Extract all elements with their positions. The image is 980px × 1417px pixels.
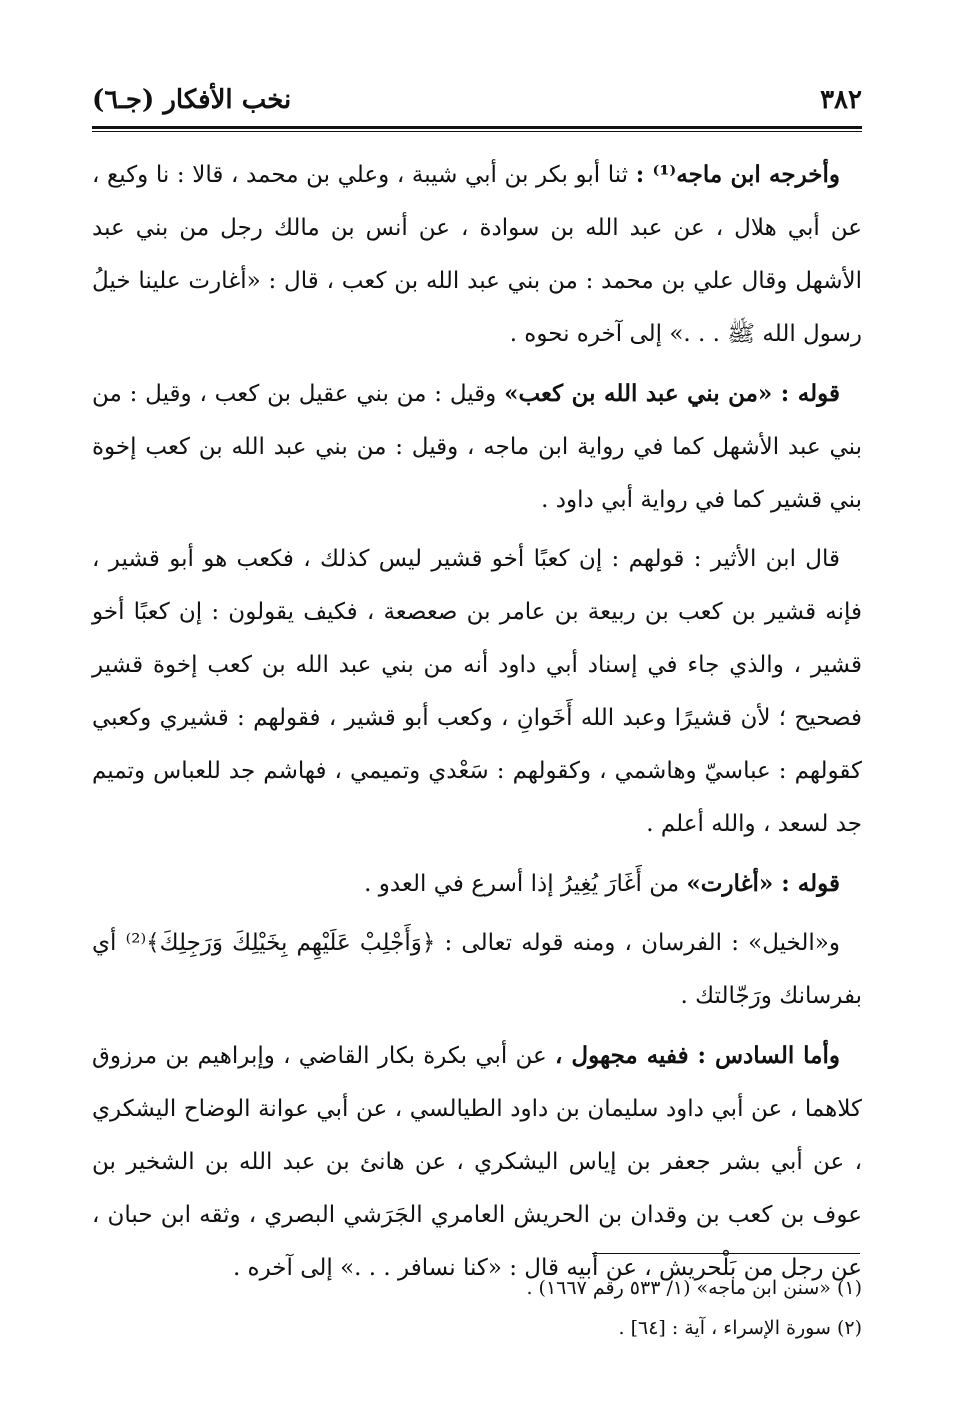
paragraph-text: ثنا أبو بكر بن أبي شيبة ، وعلي بن محمد ، قالا : نا وكيع ، عن أبي هلال ، عن عبد الله بن سوادة ، عن أنس بن مالك رجل من بني عبد الأشهل وقال علي بن محمد : من بني عبد الله بن كعب ، قال : «أغارت علينا خيلُ رسول الله ﷺ . . .» إلى آخره نحوه . bbox=[92, 162, 863, 347]
paragraph bbox=[92, 857, 862, 911]
paragraph bbox=[92, 148, 862, 361]
paragraph-lead: قوله : «أغارت» bbox=[686, 870, 840, 897]
page-header bbox=[92, 78, 862, 122]
paragraph-text: قال ابن الأثير : قولهم : إن كعبًا أخو قشير ليس كذلك ، فكعب هو أبو قشير ، فإنه قشير بن كعب بن ربيعة بن عامر بن صعصعة ، فكيف يقولون : إن كعبًا أخو قشير ، والذي جاء في إسناد أبي داود أنه من بني عبد الله بن كعب إخوة قشير فصحيح ؛ لأن قشيرًا وعبد الله أَخَوانِ ، وكعب أبو قشير ، فقولهم : قشيري وكعبي كقولهم : عباسيّ وهاشمي ، وكقولهم : سَعْدي وتميمي ، فهاشم جد للعباس وتميم جد لسعد ، والله أعلم . bbox=[92, 546, 862, 837]
paragraph-lead: وأخرجه ابن ماجه⁽¹⁾ : bbox=[635, 161, 841, 188]
paragraph bbox=[92, 1029, 862, 1295]
page-number: ٣٨٢ bbox=[820, 85, 862, 115]
paragraph-text: من أَغَارَ يُغِيرُ إذا أسرع في العدو . bbox=[364, 871, 687, 897]
paragraph-lead: قوله : «من بني عبد الله بن كعب» bbox=[504, 380, 840, 407]
footnote: (١) «سنن ابن ماجه» (١/ ٥٣٣ رقم ١٦٦٧) . bbox=[526, 1277, 862, 1299]
paragraph bbox=[92, 917, 862, 1023]
header-rule-thin bbox=[92, 131, 862, 132]
footnotes bbox=[92, 1268, 862, 1348]
paragraph-text: و«الخيل» : الفرسان ، ومنه قوله تعالى : ﴿وَأَجْلِبْ عَلَيْهِم بِخَيْلِكَ وَرَجِلِكَ﴾⁽²⁾ أي بفرسانك ورَجّالتك . bbox=[92, 930, 862, 1009]
paragraph bbox=[92, 367, 862, 527]
main-text bbox=[92, 148, 862, 1301]
running-title: نخب الأفكار (جـ٦) bbox=[92, 85, 292, 115]
footnote-rule bbox=[592, 1253, 860, 1254]
header-rule bbox=[92, 126, 862, 129]
paragraph-lead: وأما السادس : ففيه مجهول ، bbox=[555, 1042, 840, 1069]
paragraph-text: عن أبي بكرة بكار القاضي ، وإبراهيم بن مرزوق كلاهما ، عن أبي داود سليمان بن داود الطيالسي ، عن أبي عوانة الوضاح اليشكري ، عن أبي بشر جعفر بن إياس اليشكري ، عن هانئ بن عبد الله بن الشخير بن عوف بن كعب بن وقدان بن الحريش العامري الجَرَشي البصري ، وثقه ابن حبان ، عن رجل من بَلْحريش ، عن أبيه قال : «كنا نسافر . . .» إلى آخره . bbox=[92, 1043, 862, 1281]
paragraph bbox=[92, 533, 862, 851]
paragraph-text: وقيل : من بني عقيل بن كعب ، وقيل : من بني عبد الأشهل كما في رواية ابن ماجه ، وقيل : من بني عبد الله بن كعب إخوة بني قشير كما في رواية أبي داود . bbox=[92, 381, 862, 513]
footnote: (٢) سورة الإسراء ، آية : [٦٤] . bbox=[618, 1317, 862, 1339]
